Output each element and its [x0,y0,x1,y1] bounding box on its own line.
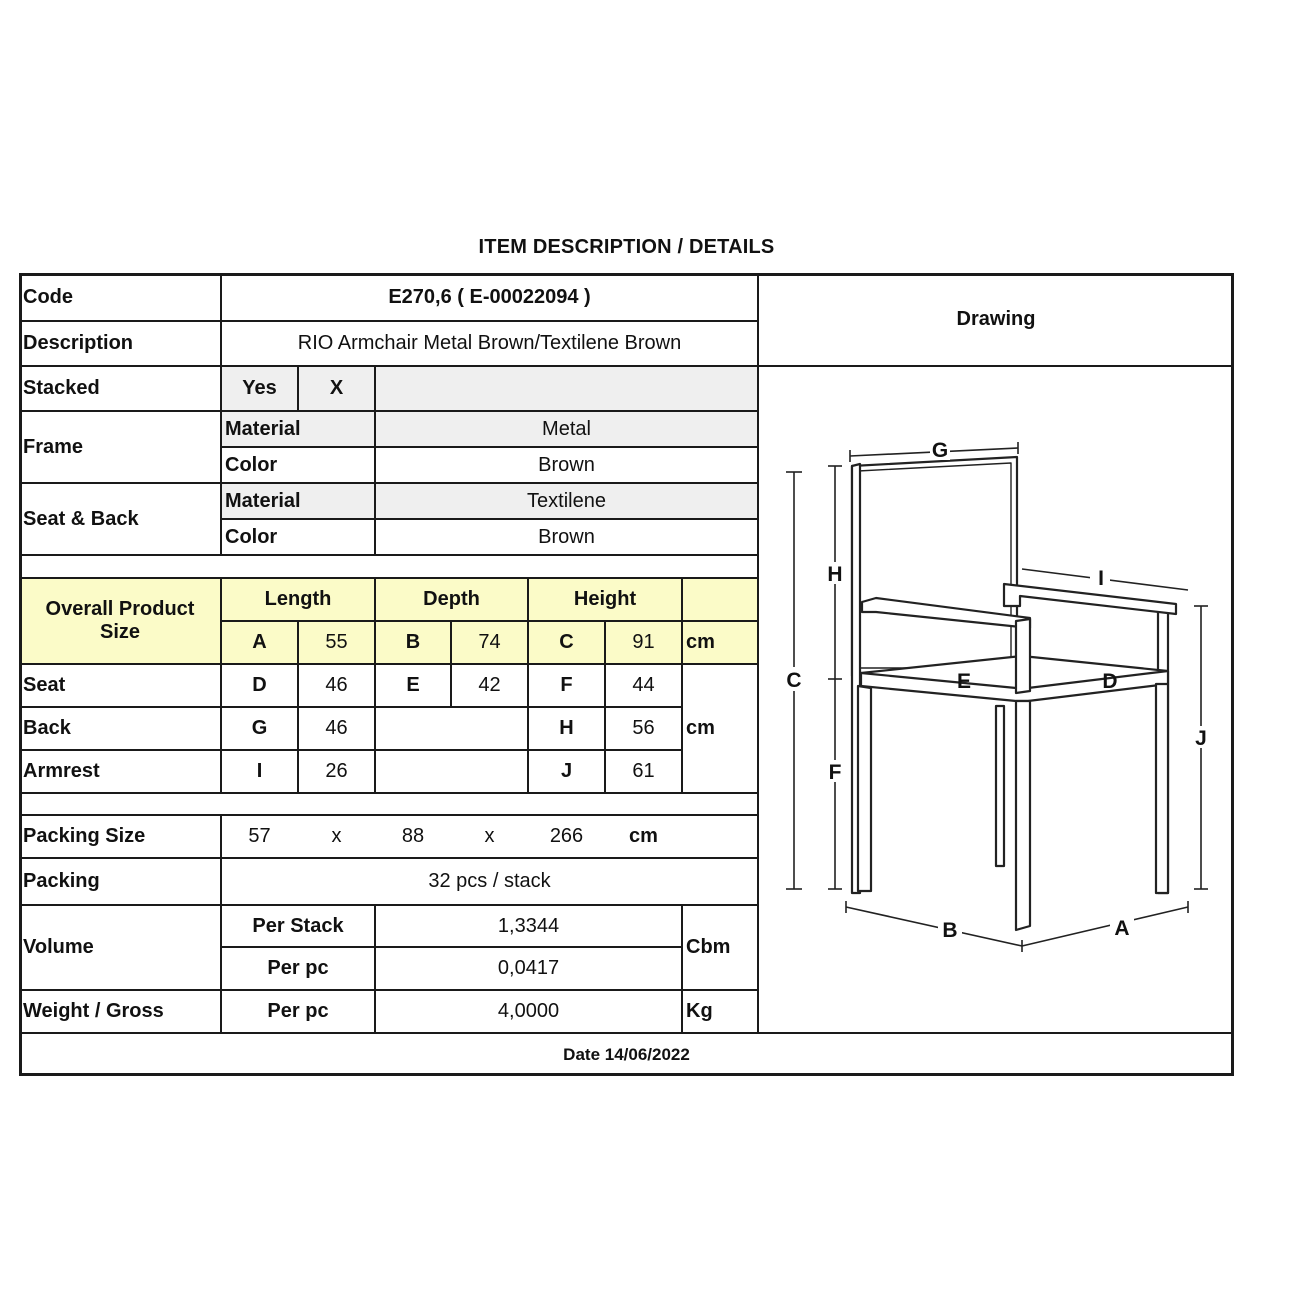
weight-label: Weight / Gross [23,1000,164,1022]
seat-back-material-label: Material [225,489,301,512]
drawing-label-e: E [956,670,972,693]
back-label: Back [23,717,71,739]
frame-label: Frame [23,435,84,458]
dim-e-value: 42 [478,674,501,696]
dim-g-value: 46 [325,717,348,739]
chair-front-right-post [1156,684,1168,893]
dim-a-letter: A [252,631,267,653]
code-label: Code [23,285,73,308]
dim-f-value: 44 [632,674,655,696]
seat-back-color-label: Color [225,525,278,548]
packing-size-width: 57 [248,825,271,847]
frame-material-label: Material [225,417,301,440]
dim-i-letter: I [256,760,263,782]
dim-b-value: 74 [478,631,501,653]
packing-size-x1: x [331,825,342,847]
chair-back-mid-leg [996,706,1004,866]
drawing-label-h: H [827,563,843,586]
date-footer: Date 14/06/2022 [563,1044,690,1064]
seat-label: Seat [23,674,66,696]
dim-e-letter: E [406,674,420,696]
armchair-drawing [758,366,1234,1033]
frame-material-value: Metal [542,417,591,440]
seat-back-color-value: Brown [538,525,595,548]
armrest-label: Armrest [23,760,100,782]
height-header: Height [573,588,637,610]
drawing-label-i: I [1098,567,1104,590]
dim-i-value: 26 [325,760,348,782]
packing-value: 32 pcs / stack [428,870,551,892]
chair-front-left-leg [858,686,871,891]
stacked-mark: X [329,377,344,399]
volume-per-stack-label: Per Stack [252,914,344,937]
drawing-label-b: B [942,919,958,942]
overall-unit: cm [686,631,715,653]
dims-unit: cm [686,717,715,739]
dim-j-value: 61 [632,760,655,782]
drawing-label-a: A [1114,917,1130,940]
dim-d-letter: D [252,674,267,696]
depth-header: Depth [423,588,480,610]
drawing-label-d: D [1102,670,1118,693]
packing-size-height: 266 [549,825,584,847]
stacked-yes: Yes [242,377,277,399]
dim-h-letter: H [559,717,574,739]
drawing-header: Drawing [956,308,1036,330]
length-header: Length [264,588,332,610]
overall-size-label: Overall Product Size [45,598,195,643]
packing-size-unit: cm [629,825,658,847]
weight-per-pc-label: Per pc [267,1000,329,1022]
drawing-label-g: G [931,439,949,462]
spec-sheet [19,273,1234,1076]
page-title: ITEM DESCRIPTION / DETAILS [478,236,775,258]
frame-color-value: Brown [538,453,595,476]
dim-c-value: 91 [632,631,655,653]
dim-line-a [1022,907,1188,946]
dim-line-b [846,907,1022,946]
dim-g-letter: G [251,717,268,739]
drawing-label-j: J [1195,727,1207,750]
chair-armrest-right [1004,584,1176,614]
drawing-label-c: C [786,669,802,692]
volume-per-pc-value: 0,0417 [497,957,560,979]
packing-size-depth: 88 [401,825,425,847]
dim-a-value: 55 [325,631,348,653]
weight-value: 4,0000 [497,1000,560,1022]
volume-per-stack-value: 1,3344 [497,914,560,937]
dim-c-letter: C [559,631,574,653]
chair-front-right-leg [1016,701,1030,930]
dim-d-value: 46 [325,674,348,696]
packing-size-label: Packing Size [23,825,146,847]
description-label: Description [23,332,134,354]
seat-back-material-value: Textilene [527,489,606,512]
volume-unit: Cbm [686,936,731,958]
frame-color-label: Color [225,453,278,476]
seat-back-label: Seat & Back [23,507,139,530]
dim-b-letter: B [405,631,421,653]
volume-label: Volume [23,936,94,958]
packing-size-x2: x [484,825,495,847]
dim-j-letter: J [560,760,573,782]
chair-back-panel [852,457,1017,676]
volume-per-pc-label: Per pc [267,957,329,979]
dim-h-value: 56 [632,717,655,739]
stacked-label: Stacked [23,377,100,399]
weight-unit: Kg [686,1000,713,1022]
drawing-label-f: F [828,761,842,784]
code-value: E270,6 ( E-00022094 ) [388,285,591,308]
dim-f-letter: F [560,674,573,696]
packing-label: Packing [23,870,100,892]
description-value: RIO Armchair Metal Brown/Textilene Brown [297,332,682,354]
